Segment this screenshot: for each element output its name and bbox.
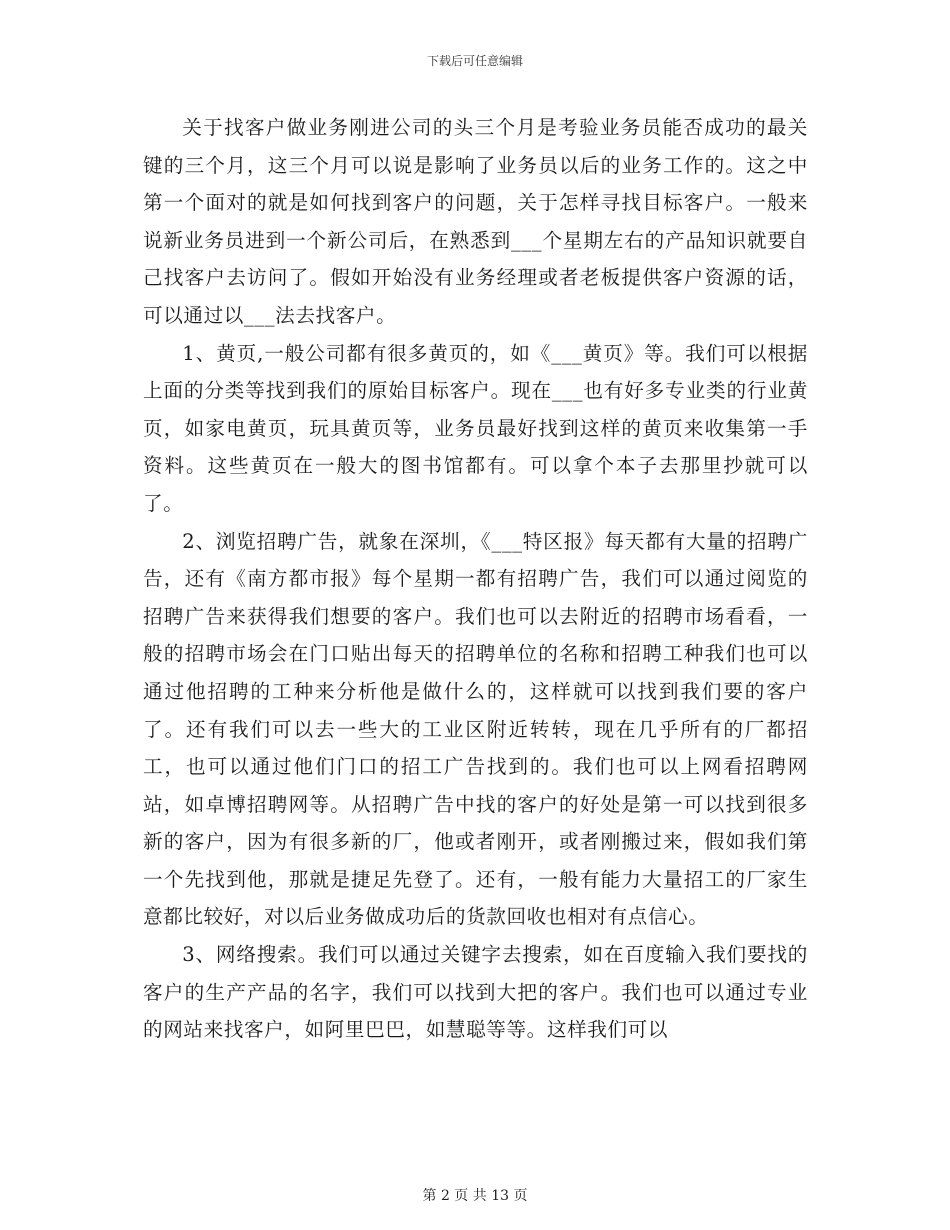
page-footer: 第 2 页 共 13 页 [422, 1188, 528, 1204]
paragraph-web-search: 3、网络搜索。我们可以通过关键字去搜索，如在百度输入我们要找的客户的生产产品的名字，我们可以找到大把的客户。我们也可以通过专业的网站来找客户，如阿里巴巴，如慧聪等等。这样我们可以 [143, 943, 808, 1042]
document-body [143, 109, 808, 1049]
paragraph-job-ads: 2、浏览招聘广告，就象在深圳，《___特区报》每天都有大量的招聘广告，还有《南方都市报》每个星期一都有招聘广告，我们可以通过阅览的招聘广告来获得我们想要的客户。我们也可以去附近的招聘市场看看，一般的招聘市场会在门口贴出每天的招聘单位的名称和招聘工种我们也可以通过他招聘的工种来分析他是做什么的，这样就可以找到我们要的客户了。还有我们可以去一些大的工业区附近转转，现在几乎所有的厂都招工，也可以通过他们门口的招工广告找到的。我们也可以上网看招聘网站，如卓博招聘网等。从招聘广告中找的客户的好处是第一可以找到很多新的客户，因为有很多新的厂，他或者刚开，或者刚搬过来，假如我们第一个先找到他，那就是捷足先登了。还有，一般有能力大量招工的厂家生意都比较好，对以后业务做成功后的货款回收也相对有点信心。 [143, 529, 808, 929]
page-header: 下载后可任意编辑 [426, 54, 523, 68]
paragraph-intro: 关于找客户做业务刚进公司的头三个月是考验业务员能否成功的最关键的三个月，这三个月可以说是影响了业务员以后的业务工作的。这之中第一个面对的就是如何找到客户的问题，关于怎样寻找目标客户。一般来说新业务员进到一个新公司后，在熟悉到___个星期左右的产品知识就要自己找客户去访问了。假如开始没有业务经理或者老板提供客户资源的话，可以通过以___法去找客户。 [143, 116, 808, 327]
paragraph-yellow-pages: 1、黄页,一般公司都有很多黄页的，如《___黄页》等。我们可以根据上面的分类等找到我们的原始目标客户。现在___也有好多专业类的行业黄页，如家电黄页，玩具黄页等，业务员最好找到这样的黄页来收集第一手资料。这些黄页在一般大的图书馆都有。可以拿个本子去那里抄就可以了。 [143, 341, 808, 515]
